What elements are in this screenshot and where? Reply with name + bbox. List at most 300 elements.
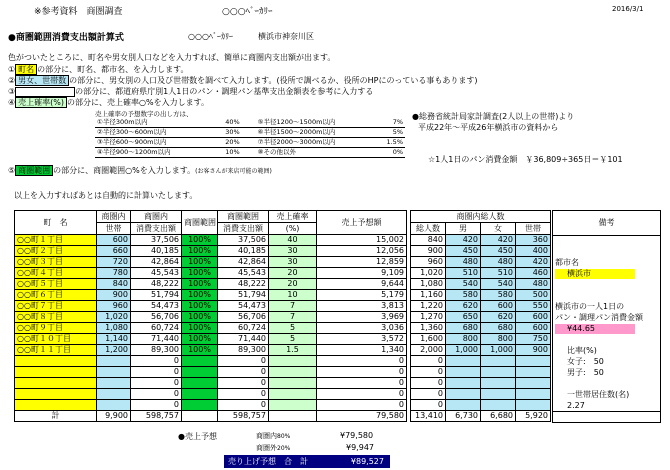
cell-town[interactable]: ○○町１丁目: [15, 235, 97, 246]
cell-spend: 48,222: [131, 279, 182, 290]
calc-subject: ○○○ﾍﾞｰｶﾘｰ: [188, 32, 233, 41]
cell-male[interactable]: 510: [446, 268, 481, 279]
cell-households[interactable]: 500: [516, 290, 551, 301]
cell-spend: 56,706: [131, 312, 182, 323]
header-rate-top: 売上確率: [269, 211, 317, 223]
cell-male[interactable]: 480: [446, 257, 481, 268]
cell-hh[interactable]: 1,140: [97, 334, 131, 345]
pop-row: [411, 323, 551, 334]
cell-spend2: 42,864: [218, 257, 269, 268]
remarks-cell: [553, 401, 661, 412]
stats-calc: ☆1人1日のパン消費金額 ￥36,809÷365日＝￥101: [428, 155, 623, 164]
forecast-total-label: 売り上げ予想 合 計: [228, 457, 308, 466]
cell-rate[interactable]: [269, 389, 317, 400]
header-total: 総人数: [411, 223, 446, 235]
cell-spend2: 0: [218, 367, 269, 378]
cell-households[interactable]: [516, 400, 551, 411]
pop-row: [411, 290, 551, 301]
cell-female[interactable]: 680: [481, 323, 516, 334]
cell-total: 1,220: [411, 301, 446, 312]
cell-male[interactable]: 1,000: [446, 345, 481, 356]
cell-households[interactable]: 550: [516, 301, 551, 312]
cell-range[interactable]: 100%: [182, 268, 218, 279]
rate-caption: 売上確率の予想数字の出し方は、: [95, 110, 193, 118]
cell-town[interactable]: ○○町２丁目: [15, 246, 97, 257]
cell-sales: 1,340: [317, 345, 407, 356]
cell-sales: 3,572: [317, 334, 407, 345]
cell-hh[interactable]: [97, 356, 131, 367]
cell-town[interactable]: ○○町１１丁目: [15, 345, 97, 356]
pop-row: [411, 246, 551, 257]
cell-town[interactable]: [15, 400, 97, 411]
remarks-cell: [553, 291, 661, 302]
cell-female[interactable]: [481, 378, 516, 389]
cell-total: 1,080: [411, 279, 446, 290]
table-row: [15, 246, 407, 257]
cell-total: 1,270: [411, 312, 446, 323]
table-row: [15, 290, 407, 301]
cell-total: 0: [411, 400, 446, 411]
cell-sales: 9,109: [317, 268, 407, 279]
cell-male[interactable]: 800: [446, 334, 481, 345]
cell-town[interactable]: [15, 367, 97, 378]
pop-row: [411, 389, 551, 400]
remarks-row: [553, 258, 661, 269]
remarks-label: 都市名: [555, 258, 579, 267]
cell-spend: 89,300: [131, 345, 182, 356]
pop-row: [411, 279, 551, 290]
cell-total: 840: [411, 235, 446, 246]
cell-male[interactable]: [446, 367, 481, 378]
cell-hh[interactable]: [97, 389, 131, 400]
remarks-cell: [553, 313, 661, 324]
cell-households[interactable]: [516, 356, 551, 367]
cell-spend: 42,864: [131, 257, 182, 268]
cell-total: 1,600: [411, 334, 446, 345]
step-5: ⑤ 商圏範囲 の部分に、商圏範囲○%を入力します。(お客さんが来店可能の範囲): [8, 166, 272, 175]
cell-sales: 3,036: [317, 323, 407, 334]
document-date: 2016/3/1: [612, 5, 644, 13]
cell-rate[interactable]: 40: [269, 235, 317, 246]
cell-hh[interactable]: 720: [97, 257, 131, 268]
cell-range[interactable]: [182, 389, 218, 400]
cell-total: 900: [411, 246, 446, 257]
forecast-out-value: ¥9,947: [346, 443, 374, 452]
cell-rate[interactable]: 20: [269, 268, 317, 279]
forecast-total-value: ¥89,527: [350, 457, 384, 466]
remarks-cell: [553, 346, 661, 357]
cell-town[interactable]: [15, 356, 97, 367]
table-row: [15, 367, 407, 378]
cell-spend: 54,473: [131, 301, 182, 312]
remarks-row: [553, 368, 661, 379]
intro-text: 色がついたところに、町名や男女別人口などを入力すれば、簡単に商圏内支出額が出ます。: [8, 53, 336, 62]
cell-hh[interactable]: [97, 367, 131, 378]
cell-rate[interactable]: 30: [269, 257, 317, 268]
remarks-cell: [553, 258, 661, 269]
cell-range[interactable]: 100%: [182, 257, 218, 268]
step-2-label: 男女、世帯数: [15, 75, 69, 86]
cell-hh[interactable]: 1,200: [97, 345, 131, 356]
cell-spend: 45,543: [131, 268, 182, 279]
remarks-value: 比率(%): [567, 346, 597, 355]
cell-town[interactable]: ○○町９丁目: [15, 323, 97, 334]
table-row: [15, 301, 407, 312]
header-households: 世帯: [516, 223, 551, 235]
cell-households[interactable]: 420: [516, 257, 551, 268]
step-1-label: 町名: [15, 64, 37, 75]
cell-rate[interactable]: 10: [269, 290, 317, 301]
cell-rate[interactable]: [269, 356, 317, 367]
pop-row: [411, 268, 551, 279]
forecast-total-bar: [224, 455, 390, 468]
table-row: [15, 378, 407, 389]
remarks-cell: [553, 390, 661, 401]
cell-range[interactable]: 100%: [182, 279, 218, 290]
header-remarks: 備考: [553, 211, 661, 236]
pop-row: [411, 356, 551, 367]
cell-hh[interactable]: 960: [97, 301, 131, 312]
cell-spend: 0: [131, 400, 182, 411]
cell-range[interactable]: 100%: [182, 345, 218, 356]
cell-female[interactable]: 800: [481, 334, 516, 345]
step-1: ① 町名 の部分に、町名、都市名、を入力します。: [8, 65, 189, 74]
cell-spend2: 0: [218, 400, 269, 411]
remarks-row: [553, 313, 661, 324]
cell-town[interactable]: ○○町３丁目: [15, 257, 97, 268]
cell-female[interactable]: 600: [481, 301, 516, 312]
cell-spend2: 71,440: [218, 334, 269, 345]
cell-total: 0: [411, 389, 446, 400]
cell-hh[interactable]: 780: [97, 268, 131, 279]
header-pop: 商圏内総人数: [411, 211, 551, 223]
cell-total: 2,000: [411, 345, 446, 356]
header-male: 男: [446, 223, 481, 235]
cell-households[interactable]: 460: [516, 268, 551, 279]
cell-range[interactable]: 100%: [182, 334, 218, 345]
cell-town[interactable]: ○○町８丁目: [15, 312, 97, 323]
cell-male[interactable]: 620: [446, 301, 481, 312]
cell-male[interactable]: [446, 400, 481, 411]
table-row: [15, 323, 407, 334]
pop-row: [411, 345, 551, 356]
cell-total: 0: [411, 356, 446, 367]
cell-range[interactable]: [182, 356, 218, 367]
cell-rate[interactable]: 7: [269, 312, 317, 323]
pop-row: [411, 367, 551, 378]
cell-range[interactable]: 100%: [182, 235, 218, 246]
remarks-row: [553, 379, 661, 390]
header-hh-top: 商圏内: [97, 211, 131, 223]
cell-rate[interactable]: [269, 367, 317, 378]
rate-table: [95, 118, 405, 158]
cell-male[interactable]: 540: [446, 279, 481, 290]
cell-female[interactable]: 1,000: [481, 345, 516, 356]
remarks-row: [553, 390, 661, 401]
cell-sales: 9,644: [317, 279, 407, 290]
pop-row: [411, 312, 551, 323]
cell-households[interactable]: 750: [516, 334, 551, 345]
cell-rate[interactable]: [269, 378, 317, 389]
remarks-label: パン・調理パン消費金額: [555, 313, 643, 322]
remarks-value: 女子: 50: [567, 357, 604, 366]
cell-town[interactable]: [15, 389, 97, 400]
remarks-row: [553, 346, 661, 357]
cell-range[interactable]: 100%: [182, 246, 218, 257]
cell-female[interactable]: 620: [481, 312, 516, 323]
cell-hh[interactable]: 1,020: [97, 312, 131, 323]
cell-households[interactable]: 400: [516, 246, 551, 257]
remarks-label: 横浜市の一人1日の: [555, 302, 625, 311]
cell-male[interactable]: [446, 389, 481, 400]
main-table: [14, 210, 407, 422]
pop-row: [411, 400, 551, 411]
step-2: ② 男女、世帯数 の部分に、男女別の人口及び世帯数を調べて入力します。(役所で調べるか、役所のHPにのっている事もあります): [8, 76, 478, 85]
cell-female[interactable]: [481, 389, 516, 400]
population-table: [410, 210, 551, 422]
cell-female[interactable]: [481, 356, 516, 367]
pop-row: [411, 378, 551, 389]
header-sales: 売上予想額: [317, 211, 407, 235]
cell-spend2: 40,185: [218, 246, 269, 257]
totals-row: 計 9,900 598,757 598,757 79,580: [15, 411, 407, 422]
cell-spend2: 60,724: [218, 323, 269, 334]
cell-female[interactable]: 480: [481, 257, 516, 268]
step-3-label: [15, 87, 75, 97]
remarks-row: [553, 280, 661, 291]
forecast-out: 商圏外20%: [256, 444, 291, 452]
cell-female[interactable]: 450: [481, 246, 516, 257]
header-spend-top: 商圏内: [131, 211, 182, 223]
table-row: [15, 257, 407, 268]
cell-rate[interactable]: 1.5: [269, 345, 317, 356]
cell-households[interactable]: 900: [516, 345, 551, 356]
step-4: ④ 売上確率(%) の部分に、売上確率○%を入力します。: [8, 98, 209, 107]
rate-row: ③半径600～900m以内 20% ⑦半径2000～3000m以内 1.5%: [97, 138, 403, 146]
cell-spend2: 56,706: [218, 312, 269, 323]
cell-total: 1,360: [411, 323, 446, 334]
cell-sales: 12,056: [317, 246, 407, 257]
pop-totals-row: 13,410 6,730 6,680 5,920: [411, 411, 551, 422]
cell-female[interactable]: 420: [481, 235, 516, 246]
cell-town[interactable]: ○○町１０丁目: [15, 334, 97, 345]
remarks-row: [553, 236, 661, 247]
cell-rate[interactable]: 5: [269, 323, 317, 334]
cell-spend: 60,724: [131, 323, 182, 334]
rate-row: ①半径300m以内 40% ⑤半径1200～1500m以内 7%: [97, 118, 403, 126]
remarks-cell: [553, 247, 661, 258]
cell-hh[interactable]: 600: [97, 235, 131, 246]
remarks-row: [553, 247, 661, 258]
cell-female[interactable]: 580: [481, 290, 516, 301]
cell-rate[interactable]: 20: [269, 279, 317, 290]
remarks-row: [553, 302, 661, 313]
cell-female[interactable]: 540: [481, 279, 516, 290]
header-rate-bot: (%): [269, 223, 317, 235]
cell-range[interactable]: 100%: [182, 301, 218, 312]
cell-town[interactable]: ○○町６丁目: [15, 290, 97, 301]
calc-area: 横浜市神奈川区: [258, 32, 314, 41]
table-row: [15, 356, 407, 367]
cell-town[interactable]: ○○町４丁目: [15, 268, 97, 279]
remarks-cell: [553, 379, 661, 390]
cell-male[interactable]: 680: [446, 323, 481, 334]
cell-households[interactable]: 480: [516, 279, 551, 290]
cell-households[interactable]: 360: [516, 235, 551, 246]
cell-range[interactable]: [182, 367, 218, 378]
table-row: [15, 345, 407, 356]
cell-spend2: 0: [218, 389, 269, 400]
cell-range[interactable]: 100%: [182, 323, 218, 334]
cell-spend: 51,794: [131, 290, 182, 301]
cell-sales: 0: [317, 400, 407, 411]
cell-rate[interactable]: 7: [269, 301, 317, 312]
cell-spend: 40,185: [131, 246, 182, 257]
remarks-cell: [553, 368, 661, 379]
cell-hh[interactable]: 840: [97, 279, 131, 290]
cell-hh[interactable]: [97, 400, 131, 411]
cell-male[interactable]: 450: [446, 246, 481, 257]
header-spend2-top: 商圏範囲: [218, 211, 269, 223]
remarks-cell: [553, 269, 661, 280]
cell-sales: 5,179: [317, 290, 407, 301]
cell-range[interactable]: [182, 378, 218, 389]
table-row: [15, 334, 407, 345]
cell-female[interactable]: 510: [481, 268, 516, 279]
cell-total: 1,160: [411, 290, 446, 301]
cell-female[interactable]: [481, 367, 516, 378]
cell-sales: 12,859: [317, 257, 407, 268]
remarks-cell: [553, 324, 661, 335]
table-row: [15, 389, 407, 400]
cell-spend: 0: [131, 389, 182, 400]
cell-households[interactable]: [516, 378, 551, 389]
forecast-in-value: ¥79,580: [340, 431, 374, 440]
cell-range[interactable]: 100%: [182, 312, 218, 323]
cell-hh[interactable]: 1,080: [97, 323, 131, 334]
header-spend2-bot: 消費支出額: [218, 223, 269, 235]
stats-period: 平成22年～平成26年横浜市の資料から: [418, 123, 559, 132]
cell-spend: 0: [131, 378, 182, 389]
cell-spend2: 45,543: [218, 268, 269, 279]
cell-rate[interactable]: 5: [269, 334, 317, 345]
step-3: ③ の部分に、都道府県庁別1人1日のパン・調理パン基準支出金額表を参考に入力する: [8, 87, 374, 96]
cell-households[interactable]: 600: [516, 312, 551, 323]
remarks-row: [553, 335, 661, 346]
cell-sales: 3,813: [317, 301, 407, 312]
forecast-title: ●売上予想: [178, 432, 217, 441]
cell-spend2: 54,473: [218, 301, 269, 312]
remarks-cell: [553, 236, 661, 247]
pop-row: [411, 257, 551, 268]
cell-sales: 0: [317, 378, 407, 389]
remarks-value: 2.27: [567, 400, 585, 410]
subject-name: ○○○ﾍﾞｰｶﾘｰ: [222, 7, 273, 17]
step-4-label: 売上確率(%): [15, 97, 67, 108]
auto-calc-note: 以上を入力すればあとは自動的に計算いたします。: [14, 191, 198, 200]
cell-total: 960: [411, 257, 446, 268]
pop-row: [411, 301, 551, 312]
cell-male[interactable]: 650: [446, 312, 481, 323]
cell-rate[interactable]: 30: [269, 246, 317, 257]
cell-spend2: 0: [218, 378, 269, 389]
remarks-row: [553, 291, 661, 302]
remarks-cell: [553, 302, 661, 313]
remarks-cell: [553, 335, 661, 346]
remarks-row: [553, 269, 661, 280]
cell-female[interactable]: [481, 400, 516, 411]
cell-hh[interactable]: 900: [97, 290, 131, 301]
cell-total: 0: [411, 378, 446, 389]
cell-town[interactable]: ○○町５丁目: [15, 279, 97, 290]
pop-row: [411, 334, 551, 345]
cell-male[interactable]: [446, 356, 481, 367]
cell-sales: 0: [317, 389, 407, 400]
cell-town[interactable]: ○○町７丁目: [15, 301, 97, 312]
cell-male[interactable]: 420: [446, 235, 481, 246]
cell-spend2: 48,222: [218, 279, 269, 290]
step-5-label: 商圏範囲: [15, 165, 53, 176]
table-row: [15, 312, 407, 323]
stats-source: ●総務省統計局家計調査(2人以上の世帯)より: [412, 112, 575, 121]
cell-male[interactable]: 580: [446, 290, 481, 301]
table-row: [15, 400, 407, 411]
remarks-value: 一世帯居住数(名): [567, 390, 630, 399]
cell-spend: 0: [131, 356, 182, 367]
header-female: 女: [481, 223, 516, 235]
cell-spend: 0: [131, 367, 182, 378]
header-spend-bot: 消費支出額: [131, 223, 182, 235]
remarks-cell: [553, 280, 661, 291]
cell-sales: 3,969: [317, 312, 407, 323]
header-hh-bot: 世帯: [97, 223, 131, 235]
table-row: [15, 268, 407, 279]
remarks-value: 男子: 50: [567, 368, 604, 377]
cell-total: 1,020: [411, 268, 446, 279]
cell-range[interactable]: [182, 400, 218, 411]
cell-sales: 0: [317, 356, 407, 367]
cell-male[interactable]: [446, 378, 481, 389]
cell-hh[interactable]: 660: [97, 246, 131, 257]
remarks-cell: [553, 357, 661, 368]
pop-row: [411, 235, 551, 246]
cell-households[interactable]: 600: [516, 323, 551, 334]
header-town: 町 名: [15, 211, 97, 235]
rate-row: ④半径900～1200m以内 10% ⑧その他以外 0%: [97, 148, 403, 156]
cell-households[interactable]: [516, 367, 551, 378]
remarks-row: [553, 357, 661, 368]
cell-town[interactable]: [15, 378, 97, 389]
cell-sales: 0: [317, 367, 407, 378]
remarks-row: [553, 324, 661, 335]
cell-total: 0: [411, 367, 446, 378]
remarks-table: [552, 210, 661, 423]
table-row: [15, 235, 407, 246]
header-range: 商圏範囲: [182, 211, 218, 235]
remarks-value: ¥44.65: [555, 324, 635, 334]
cell-sales: 15,002: [317, 235, 407, 246]
cell-rate[interactable]: [269, 400, 317, 411]
cell-spend: 71,440: [131, 334, 182, 345]
calc-title: ●商圏範囲消費支出額計算式: [8, 33, 124, 43]
table-row: [15, 279, 407, 290]
cell-range[interactable]: 100%: [182, 290, 218, 301]
cell-households[interactable]: [516, 389, 551, 400]
forecast-in: 商圏内80%: [256, 432, 291, 440]
cell-spend2: 51,794: [218, 290, 269, 301]
cell-hh[interactable]: [97, 378, 131, 389]
cell-spend2: 37,506: [218, 235, 269, 246]
